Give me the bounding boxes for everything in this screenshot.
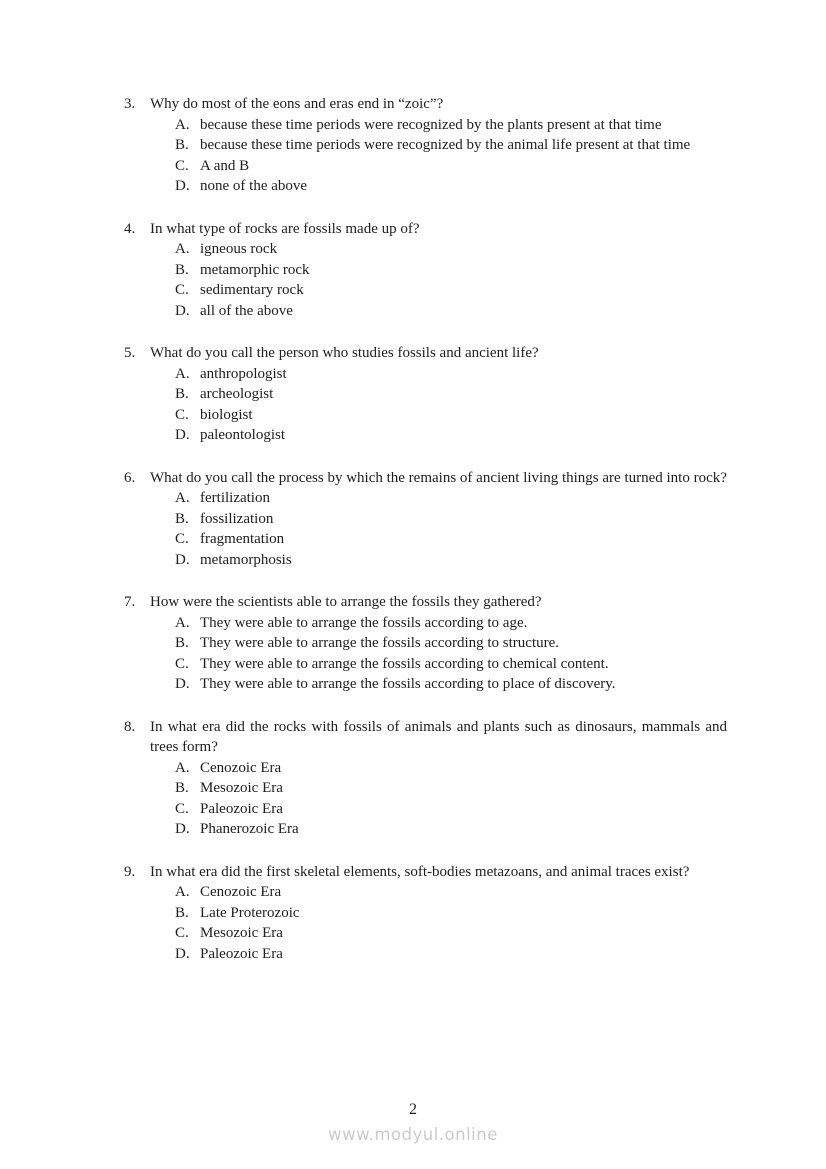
option-item bbox=[175, 364, 727, 385]
option-item bbox=[175, 280, 727, 301]
option-letter: A. bbox=[175, 490, 190, 506]
option-letter: B. bbox=[175, 137, 189, 153]
option-text: Paleozoic Era bbox=[200, 945, 283, 962]
option-item bbox=[175, 115, 727, 136]
option-item bbox=[175, 923, 727, 944]
question-text: How were the scientists able to arrange the fossils they gathered? bbox=[150, 594, 542, 610]
option-list bbox=[124, 115, 727, 197]
option-item bbox=[175, 654, 727, 675]
option-item bbox=[175, 301, 727, 322]
question-item bbox=[124, 862, 727, 965]
option-item bbox=[175, 674, 727, 695]
option-text: Cenozoic Era bbox=[200, 884, 282, 900]
question-item bbox=[124, 219, 727, 322]
option-text: fossilization bbox=[200, 510, 274, 527]
option-text: igneous rock bbox=[200, 241, 278, 257]
option-item bbox=[175, 799, 727, 820]
option-letter: B. bbox=[175, 904, 189, 921]
question-number: 4. bbox=[124, 220, 136, 237]
option-letter: C. bbox=[175, 282, 189, 298]
question-number: 8. bbox=[124, 718, 136, 735]
question-number: 7. bbox=[124, 594, 136, 610]
option-text: paleontologist bbox=[200, 427, 285, 443]
option-item bbox=[175, 529, 727, 550]
option-text: because these time periods were recognized by the animal life present at that time bbox=[200, 137, 691, 153]
option-item bbox=[175, 260, 727, 281]
option-item bbox=[175, 156, 727, 177]
page-number: 2 bbox=[409, 1101, 417, 1118]
question-item bbox=[124, 94, 727, 197]
option-list bbox=[124, 882, 727, 964]
option-list bbox=[124, 613, 727, 695]
question-text: Why do most of the eons and eras end in “zoic”? bbox=[150, 96, 444, 112]
option-text: fragmentation bbox=[200, 531, 285, 547]
option-item bbox=[175, 384, 727, 405]
question-text: In what type of rocks are fossils made up of? bbox=[150, 220, 420, 237]
option-item bbox=[175, 405, 727, 426]
option-item bbox=[175, 550, 727, 571]
option-item bbox=[175, 903, 727, 924]
question-text: What do you call the process by which the remains of ancient living things are turned into rock? bbox=[150, 469, 727, 486]
option-letter: D. bbox=[175, 676, 190, 692]
quiz-question-list bbox=[124, 94, 727, 986]
option-list bbox=[124, 488, 727, 570]
option-text: fertilization bbox=[200, 490, 270, 506]
option-item bbox=[175, 239, 727, 260]
option-letter: A. bbox=[175, 884, 190, 900]
option-letter: B. bbox=[175, 261, 189, 278]
question-item bbox=[124, 468, 727, 571]
option-letter: C. bbox=[175, 157, 189, 174]
option-letter: B. bbox=[175, 510, 189, 527]
option-item bbox=[175, 633, 727, 654]
option-text: They were able to arrange the fossils according to structure. bbox=[200, 635, 560, 651]
option-text: Phanerozoic Era bbox=[200, 821, 299, 837]
question-text: In what era did the first skeletal elements, soft-bodies metazoans, and animal traces exist? bbox=[150, 863, 690, 880]
option-text: all of the above bbox=[200, 302, 293, 319]
option-text: metamorphic rock bbox=[200, 261, 310, 278]
option-item bbox=[175, 758, 727, 779]
question-item bbox=[124, 717, 727, 840]
option-text: metamorphosis bbox=[200, 551, 292, 568]
question-item bbox=[124, 592, 727, 695]
option-text: biologist bbox=[200, 406, 253, 423]
option-text: Late Proterozoic bbox=[200, 904, 300, 921]
option-text: They were able to arrange the fossils according to place of discovery. bbox=[200, 676, 616, 692]
option-text: They were able to arrange the fossils according to age. bbox=[200, 614, 528, 631]
option-item bbox=[175, 944, 727, 965]
option-letter: C. bbox=[175, 655, 189, 672]
option-item bbox=[175, 509, 727, 530]
option-text: Cenozoic Era bbox=[200, 759, 282, 776]
option-letter: C. bbox=[175, 925, 189, 941]
option-text: They were able to arrange the fossils according to chemical content. bbox=[200, 655, 609, 672]
option-item bbox=[175, 488, 727, 509]
option-letter: D. bbox=[175, 178, 190, 194]
option-letter: C. bbox=[175, 531, 189, 547]
option-text: archeologist bbox=[200, 386, 274, 402]
option-letter: D. bbox=[175, 551, 190, 568]
option-letter: A. bbox=[175, 759, 190, 776]
option-item bbox=[175, 135, 727, 156]
option-text: because these time periods were recognized by the plants present at that time bbox=[200, 116, 662, 133]
option-list bbox=[124, 364, 727, 446]
option-item bbox=[175, 425, 727, 446]
option-item bbox=[175, 778, 727, 799]
option-letter: A. bbox=[175, 241, 190, 257]
question-number: 9. bbox=[124, 863, 136, 880]
option-text: A and B bbox=[200, 157, 250, 174]
option-item bbox=[175, 613, 727, 634]
option-list bbox=[124, 758, 727, 840]
option-letter: A. bbox=[175, 614, 190, 631]
option-item bbox=[175, 176, 727, 197]
watermark-url: www.modyul.online bbox=[328, 1125, 498, 1144]
option-text: Paleozoic Era bbox=[200, 800, 283, 817]
option-text: anthropologist bbox=[200, 365, 287, 382]
option-text: Mesozoic Era bbox=[200, 925, 283, 941]
option-item bbox=[175, 882, 727, 903]
option-letter: A. bbox=[175, 365, 190, 382]
option-letter: B. bbox=[175, 635, 189, 651]
option-letter: C. bbox=[175, 406, 189, 423]
option-list bbox=[124, 239, 727, 321]
option-letter: D. bbox=[175, 821, 190, 837]
option-letter: D. bbox=[175, 427, 190, 443]
option-letter: D. bbox=[175, 302, 190, 319]
option-letter: C. bbox=[175, 800, 189, 817]
question-number: 5. bbox=[124, 345, 136, 361]
question-number: 3. bbox=[124, 96, 136, 112]
option-letter: B. bbox=[175, 780, 189, 796]
option-text: none of the above bbox=[200, 178, 308, 194]
page-footer bbox=[0, 1100, 826, 1145]
option-text: sedimentary rock bbox=[200, 282, 304, 298]
question-item bbox=[124, 343, 727, 446]
question-number: 6. bbox=[124, 469, 136, 486]
question-text: In what era did the rocks with fossils of animals and plants such as dinosaurs, mammals and trees form? bbox=[150, 718, 727, 755]
option-text: Mesozoic Era bbox=[200, 780, 283, 796]
option-letter: A. bbox=[175, 116, 190, 133]
option-item bbox=[175, 819, 727, 840]
option-letter: D. bbox=[175, 945, 190, 962]
question-text: What do you call the person who studies fossils and ancient life? bbox=[150, 345, 539, 361]
option-letter: B. bbox=[175, 386, 189, 402]
